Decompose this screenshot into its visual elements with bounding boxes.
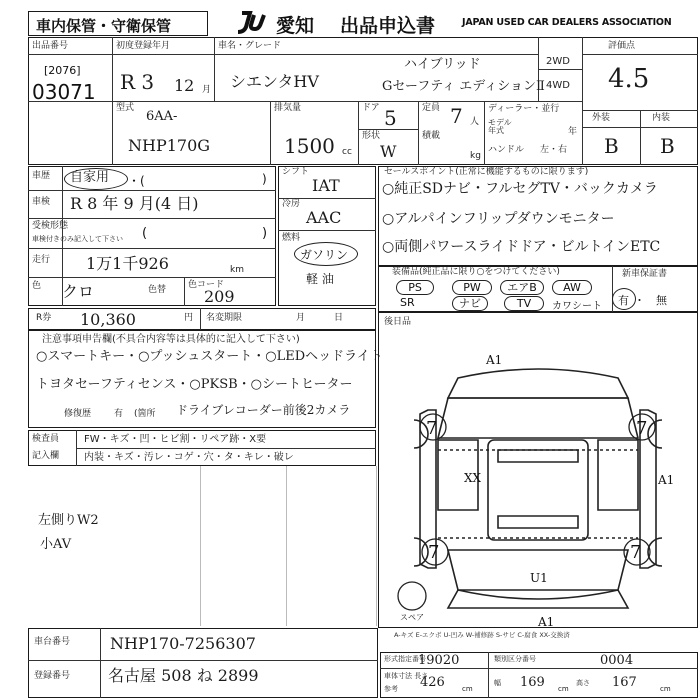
fuel-label: 燃料 bbox=[282, 233, 301, 243]
reg-month-unit: 月 bbox=[202, 85, 212, 95]
reg-month: 12 bbox=[174, 76, 195, 95]
color: クロ bbox=[62, 282, 95, 301]
drive-4wd: 4WD bbox=[546, 80, 570, 91]
plate-label: 登録番号 bbox=[34, 671, 71, 681]
name-change-day: 日 bbox=[334, 313, 344, 323]
capacity-unit: 人 bbox=[470, 117, 480, 127]
notes-header: 注意事項申告欄(不具合内容等は具体的に記入して下さい) bbox=[42, 334, 300, 345]
lot-sub: [2076] bbox=[44, 64, 81, 77]
name-change-label: 名変期限 bbox=[206, 313, 243, 323]
exterior-grade: B bbox=[604, 134, 619, 158]
displacement: 1500 bbox=[284, 134, 335, 158]
mark-7-fl: 7 bbox=[426, 418, 438, 439]
equip-tv: TV bbox=[504, 296, 544, 311]
equip-sr: SR bbox=[400, 296, 415, 309]
drive-2wd: 2WD bbox=[546, 56, 570, 67]
fuel-diesel: 軽 油 bbox=[306, 272, 334, 286]
inspection-value: R 8 年 9 月(4 日) bbox=[70, 194, 199, 213]
repair-yes: 有 bbox=[114, 409, 124, 419]
model-code: NHP170G bbox=[128, 136, 211, 155]
mark-u1: U1 bbox=[530, 571, 548, 585]
new-warranty-yes: 有 bbox=[618, 294, 629, 307]
history-rest: ・( bbox=[128, 174, 145, 188]
shape: W bbox=[380, 142, 397, 161]
length-cm: cm bbox=[462, 685, 473, 693]
handle-options: 左・右 bbox=[540, 145, 568, 155]
equip-ps: PS bbox=[396, 280, 434, 295]
model-label: 型式 bbox=[116, 103, 135, 113]
lot-label: 出品番号 bbox=[32, 41, 69, 51]
repair-note: ドライブレコーダー前後2カメラ bbox=[176, 403, 351, 417]
name-label: 車名・グレード bbox=[218, 41, 282, 51]
mark-7-fr: 7 bbox=[636, 418, 648, 439]
selling-point-2: ○アルパインフリップダウンモニター bbox=[382, 211, 615, 227]
width-label: 幅 bbox=[494, 679, 501, 687]
length-label: 車体寸法 長さ bbox=[384, 672, 429, 680]
mark-7-rl: 7 bbox=[428, 542, 440, 563]
chassis-number: NHP170-7256307 bbox=[110, 634, 256, 653]
height-label: 高さ bbox=[576, 679, 590, 687]
grade-top: ハイブリッド bbox=[404, 57, 481, 72]
shift-label: シフト bbox=[282, 167, 310, 177]
door-label: ドア bbox=[362, 103, 380, 113]
grade: Gセーフティ エディションⅡ bbox=[382, 79, 545, 94]
color-code: 209 bbox=[204, 287, 235, 306]
reception-label: 受検形態 bbox=[32, 221, 69, 231]
selling-points-label: セールスポイント(正常に機能するものに限ります) bbox=[384, 167, 589, 177]
new-warranty-label: 新車保証書 bbox=[622, 269, 668, 279]
reg-year: R 3 bbox=[120, 70, 155, 94]
memo-1: 左側りW2 bbox=[38, 513, 99, 528]
car-name: シエンタHV bbox=[230, 72, 319, 91]
inspection-label: 車検 bbox=[32, 197, 51, 207]
exterior-label: 外装 bbox=[592, 113, 611, 123]
memo-2: 小AV bbox=[40, 537, 72, 552]
score-label: 評価点 bbox=[608, 41, 636, 51]
fuel-gas: ガソリン bbox=[300, 248, 349, 262]
form-title: 出品申込書 bbox=[340, 15, 436, 37]
load-label: 積載 bbox=[422, 131, 441, 141]
equip-aw: AW bbox=[552, 280, 592, 295]
interior-row: 内装・キズ・汚レ・コゲ・穴・タ・キレ・破レ bbox=[84, 452, 294, 463]
record-label: 記入欄 bbox=[32, 451, 60, 461]
ac: AAC bbox=[306, 208, 342, 227]
length-ref: 参考 bbox=[384, 685, 398, 693]
mark-a1-front: A1 bbox=[486, 353, 503, 367]
spare-label: スペア bbox=[400, 613, 424, 622]
recycle-amount: 10,360 bbox=[80, 310, 136, 329]
equip-pw: PW bbox=[452, 280, 492, 295]
class-label: 類別区分番号 bbox=[494, 655, 536, 663]
model-prefix: 6AA- bbox=[146, 109, 178, 124]
repair-place: (箇所 bbox=[134, 409, 156, 419]
repair-label: 修復歴 bbox=[64, 409, 92, 419]
recycle-label: R券 bbox=[36, 313, 52, 323]
mileage-unit: km bbox=[230, 265, 244, 275]
capacity-label: 定員 bbox=[422, 103, 441, 113]
interior-grade: B bbox=[660, 134, 675, 158]
fw-row: FW・キズ・凹・ヒビ割・リペア跡・X要 bbox=[84, 434, 267, 445]
equip-navi: ナビ bbox=[452, 296, 488, 311]
capacity: 7 bbox=[450, 104, 463, 128]
plate-number: 名古屋 508 ね 2899 bbox=[108, 666, 259, 685]
name-change-month: 月 bbox=[296, 313, 306, 323]
score: 4.5 bbox=[608, 64, 650, 94]
history-value: 自家用 bbox=[70, 170, 110, 185]
doors: 5 bbox=[384, 106, 397, 130]
warranty-options bbox=[620, 306, 623, 307]
mileage: 1万1千926 bbox=[86, 254, 169, 273]
class-no: 0004 bbox=[600, 653, 634, 668]
notes-line-1: ○スマートキー・○プッシュスタート・○LEDヘッドライト bbox=[36, 349, 383, 364]
mark-a1-rear: A1 bbox=[538, 615, 555, 629]
displacement-unit: cc bbox=[342, 147, 352, 157]
storage-label: 車内保管・守衛保管 bbox=[36, 17, 172, 35]
height: 167 bbox=[612, 675, 637, 690]
reg-label: 初度登録年月 bbox=[116, 41, 171, 51]
english-title: JAPAN USED CAR DEALERS ASSOCIATION bbox=[462, 17, 672, 28]
recycle-unit: 円 bbox=[184, 313, 194, 323]
equipment-label: 装備品(純正品に限り○をつけてください) bbox=[392, 267, 560, 277]
diagram-legend: A-キズ E-エクボ U-凹み W-補修跡 S-サビ C-腐食 XX-交換済 bbox=[394, 631, 570, 639]
ju-logo-icon bbox=[236, 9, 276, 35]
notes-line-2: トヨタセーフティセンス・○PKSB・○シートヒーター bbox=[36, 377, 353, 392]
reception-sub: 車検付きのみ記入して下さい bbox=[32, 235, 123, 243]
type-cert-label: 形式指定番号 bbox=[384, 655, 426, 663]
equip-airbag: エアB bbox=[500, 280, 544, 295]
model-year-label: モデル年式 bbox=[488, 118, 512, 135]
width-cm: cm bbox=[558, 685, 569, 693]
height-cm: cm bbox=[660, 685, 671, 693]
displacement-label: 排気量 bbox=[274, 103, 302, 113]
rear-label: 後日品 bbox=[384, 317, 412, 327]
color-no-label: 色替 bbox=[148, 285, 167, 295]
mileage-label: 走行 bbox=[32, 255, 51, 265]
shape-label: 形状 bbox=[362, 131, 381, 141]
auction-sheet: 車内保管・守衛保管 愛知 出品申込書 JAPAN USED CAR DEALERS ASSOCIATION 出品番号 [2076] 03071 初度登録年月 R 3 12 月 車名・グレード シエンタHV ハイブリッド Gセーフティ エディションⅡ 2WD 4WD 評価点 4.5 外装 内装 B B 型式 6AA- NHP170G 排気量 1500 cc ドア 5 形状 W 定員 7 人 積載 kg ディーラー・並行 モデル年式 年 ハンドル 左・右 車歴 自家用 ・( ) 車検 R 8 年 9 月(4 日) 受検形態 車検付きのみ記入して下さい ( ) 走行 1万1千926 km 色 クロ 色替 色コード 209 シフト IAT 冷房 AAC 燃料 ガソリン 軽 油 セールスポイント(正常に機能するものに限ります) ○純正SDナビ・フルセグTV・バックカメラ ○アルパインフリップダウンモニター ○両側パワースライドドア・ビルトインETC 装備品(純正品に限り○をつけてください) PS PW エアB AW SR ナビ TV カワシート 新車保証書 有 ・ 無 R券 10,360 円 名変期限 月 日 注意事項申告欄(不具合内容等は具体的に記入して下さい) ○スマートキー・○プッシュスタート・○LEDヘッドライト トヨタセーフティセンス・○PKSB・○シートヒーター 修復歴 有 (箇所 ドライブレコーダー前後2カメラ 検査員 記入欄 FW・キズ・凹・ヒビ割・リペア跡・X要 内装・キズ・汚レ・コゲ・穴・タ・キレ・破レ 左側りW2 小AV 後日品 A1 7 7 XX A1 7 7 U1 A1 スペア A-キズ E-エクボ U-凹み W-補修跡 S-サビ C-腐食 XX-交換済 車台番号 NHP170-7256307 登録番号 名古屋 508 ね 2899 形式指定番号 19020 類別区分番号 0004 車体寸法 長さ 参考 426 cm 幅 169 cm 高さ 167 cm bbox=[0, 0, 700, 700]
length: 426 bbox=[420, 675, 445, 690]
interior-label: 内装 bbox=[652, 113, 671, 123]
lot-number: 03071 bbox=[32, 80, 96, 104]
handle-label: ハンドル bbox=[488, 145, 525, 155]
selling-point-3: ○両側パワースライドドア・ビルトインETC bbox=[382, 239, 661, 255]
car-diagram bbox=[378, 350, 698, 630]
color-code-label: 色コード bbox=[188, 280, 225, 290]
selling-point-1: ○純正SDナビ・フルセグTV・バックカメラ bbox=[382, 181, 658, 197]
width: 169 bbox=[520, 675, 545, 690]
mark-a1-right: A1 bbox=[658, 473, 675, 487]
mark-xx: XX bbox=[464, 471, 482, 485]
ac-label: 冷房 bbox=[282, 199, 301, 209]
year-unit: 年 bbox=[568, 127, 578, 137]
chassis-label: 車台番号 bbox=[34, 637, 71, 647]
history-label: 車歴 bbox=[32, 171, 51, 181]
color-label: 色 bbox=[32, 281, 42, 291]
org-name: 愛知 bbox=[276, 15, 315, 37]
dealer-label: ディーラー・並行 bbox=[488, 104, 560, 114]
mark-7-rr: 7 bbox=[630, 542, 642, 563]
logo-text bbox=[242, 4, 243, 5]
inspector-label: 検査員 bbox=[32, 434, 60, 444]
load-unit: kg bbox=[470, 151, 481, 161]
shift: IAT bbox=[312, 176, 340, 195]
equip-kawa-seat: カワシート bbox=[552, 301, 602, 312]
type-cert: 19020 bbox=[418, 653, 460, 668]
